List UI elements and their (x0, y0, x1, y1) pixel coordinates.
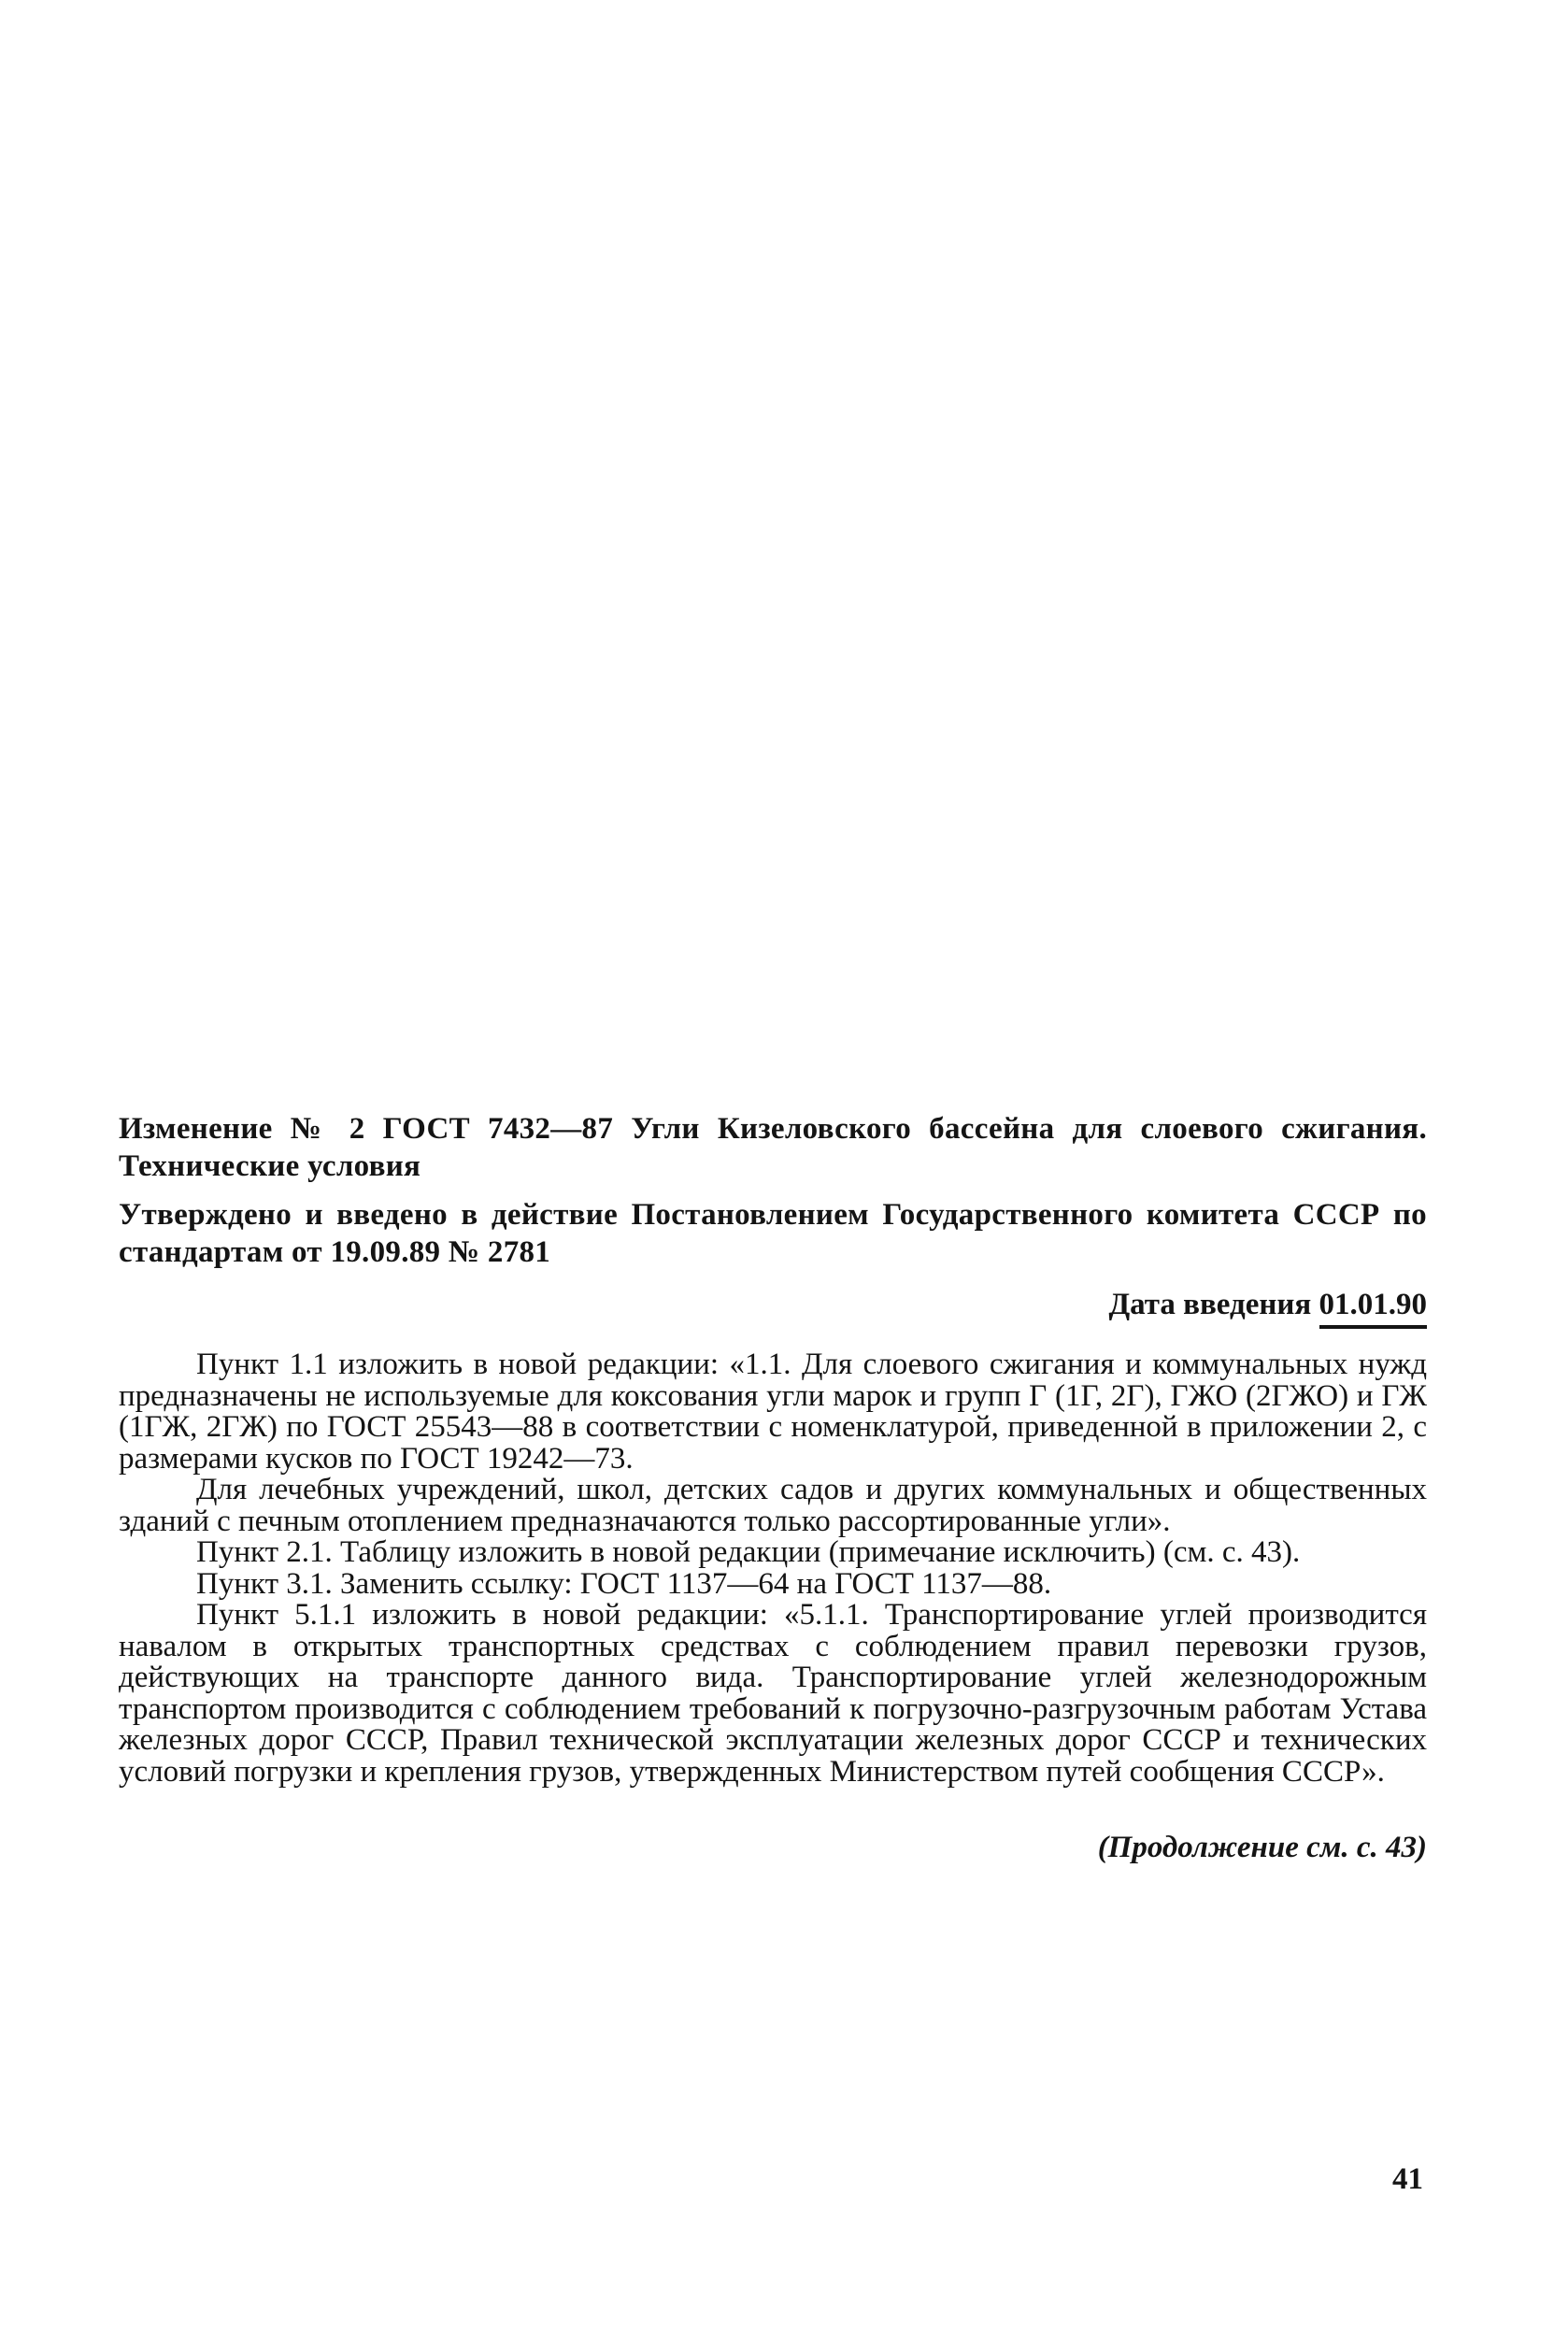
paragraph-3-1: Пункт 3.1. Заменить ссылку: ГОСТ 1137—64 на ГОСТ 1137—88. (196, 1566, 1052, 1601)
paragraph-5-1-1: Пункт 5.1.1 изложить в новой редакции: «5.1.1. Транспортирование углей производится навалом в открытых транспортных средствах с соблюдением правил перевозки грузов, действующих на транспорте данного вида. Транспортирование углей железнодорожным транспортом производится с соблюдением требований к погрузочно-разгрузочным работам Устава железных дорог СССР, Правил технической эксплуатации железных дорог СССР и технических условий погрузки и крепления грузов, утвержденных Министерством путей сообщения СССР». (119, 1598, 1427, 1789)
paragraph-1-1-continued: Для лечебных учреждений, школ, детских садов и других коммунальных и общественных зданий с печным отоплением предназначаются только рассортированные угли». (119, 1473, 1427, 1538)
effective-date-line (119, 1286, 1427, 1323)
amendment-block (119, 1110, 1427, 1866)
amendment-heading: Изменение № 2 ГОСТ 7432—87 Угли Кизеловского бассейна для слоевого сжигания. Технические условия (119, 1112, 1427, 1183)
paragraph-2-1: Пункт 2.1. Таблицу изложить в новой редакции (примечание исключить) (см. с. 43). (196, 1535, 1301, 1569)
continuation-note: (Продолжение см. с. 43) (1097, 1831, 1427, 1864)
effective-date-value: 01.01.90 (1319, 1288, 1428, 1329)
page-number: 41 (1392, 2162, 1423, 2196)
approval-statement: Утверждено и введено в действие Постановлением Государственного комитета СССР по стандартам от 19.09.89 № 2781 (119, 1198, 1427, 1269)
paragraph-1-1: Пункт 1.1 изложить в новой редакции: «1.1. Для слоевого сжигания и коммунальных нужд предназначены не используемые для коксования угли марок и групп Г (1Г, 2Г), ГЖО (2ГЖО) и ГЖ (1ГЖ, 2ГЖ) по ГОСТ 25543—88 в соответствии с номенклатурой, приведенной в приложении 2, с размерами кусков по ГОСТ 19242—73. (119, 1348, 1427, 1476)
amendment-body (119, 1349, 1427, 1788)
effective-date-label: Дата введения (1108, 1288, 1312, 1321)
